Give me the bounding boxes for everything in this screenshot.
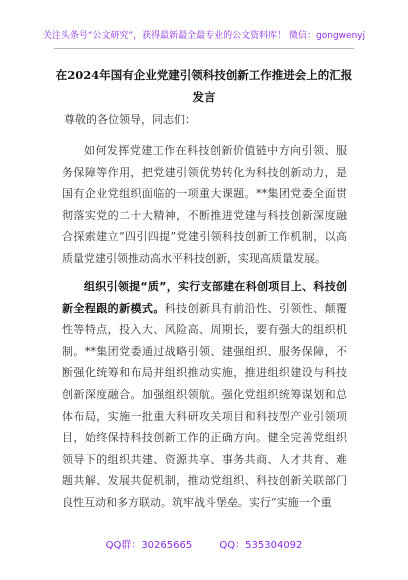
paragraph-2 <box>62 276 347 514</box>
title-line-1: 在2024年国有企业党建引领科技创新工作推进会上的汇报 <box>55 68 353 82</box>
header-divider <box>54 48 354 49</box>
page-header: 关注头条号“公文研究”，获得最新最全最专业的公文资料库！ 微信：gongwenyj <box>42 31 366 41</box>
paragraph-2-body: 科技创新具有前沿性、引领性、颠覆性等特点，投入大、风险高、周期长，要有强大的组织机制。**集团党委通过战略引领、建强组织、服务保障，不断强化统筹和布局并组织推动实施，推进组织建设与科技创新深度融合。加强组织领航。强化党组织统筹谋划和总体布局，实施一批重大科研攻关项目和科技型产业引领项目，始终保持科技创新工作的正确方向。健全完善党组织领导下的组织共建、资源共享、事务共商、人才共育、难题共解、发展共促机制，推动党组织、科技创新关联部门良性互动和多方联动。筑牢战斗堡垒。实行“实施一个重 <box>62 301 347 509</box>
footer-qq-group: QQ群：30265665 <box>105 540 193 551</box>
title-line-2: 发言 <box>192 90 216 104</box>
footer-qq: QQ：535304092 <box>219 540 303 551</box>
paragraph-1: 如何发挥党建工作在科技创新价值链中方向引领、服务保障等作用，把党建引领优势转化为科技创新动力，是国有企业党组织面临的一项重大课题。**集团党委全面贯彻落实党的二十大精神，不断推进党建与科技创新深度融合探索建立“四引四提”党建引领科技创新工作机制，以高质量党建引领推动高水平科技创新，实现高质量发展。 <box>62 144 347 265</box>
page-footer <box>0 536 408 551</box>
document-title <box>52 64 356 108</box>
salutation: 尊敬的各位领导，同志们： <box>64 113 196 126</box>
paragraph-2-lead: 组织引领提“质”，实行支部建在科创项目上、科技创新全程跟的新模式。 <box>62 280 347 315</box>
